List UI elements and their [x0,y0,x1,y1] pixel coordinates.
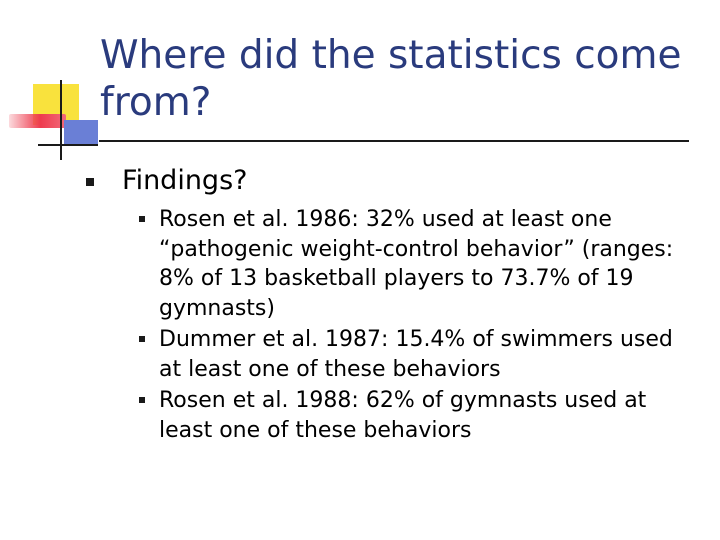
vertical-line-decoration [60,80,62,160]
title-underline [99,140,689,142]
square-bullet-icon [139,397,145,403]
horizontal-line-decoration [38,144,98,146]
list-item-text: Dummer et al. 1987: 15.4% of swimmers used at least one of these behaviors [159,327,673,382]
list-item-text: Rosen et al. 1988: 62% of gymnasts used at least one of these behaviors [159,388,647,443]
square-bullet-icon [86,178,94,186]
list-item [139,205,699,323]
bullet-text: Findings? [122,165,248,196]
list-item [139,386,699,445]
red-bar-decoration [9,114,66,128]
square-bullet-icon [139,216,145,222]
blue-square-decoration [64,120,98,145]
sub-bullet-list [139,205,699,447]
list-item [139,325,699,384]
square-bullet-icon [139,336,145,342]
bullet-findings [86,163,686,199]
slide-title: Where did the statistics come from? [100,33,682,125]
list-item-text: Rosen et al. 1986: 32% used at least one “pathogenic weight-control behavior” (ranges: 8% of 13 basketball players to 73.7% of 19 gymnasts) [159,207,674,321]
